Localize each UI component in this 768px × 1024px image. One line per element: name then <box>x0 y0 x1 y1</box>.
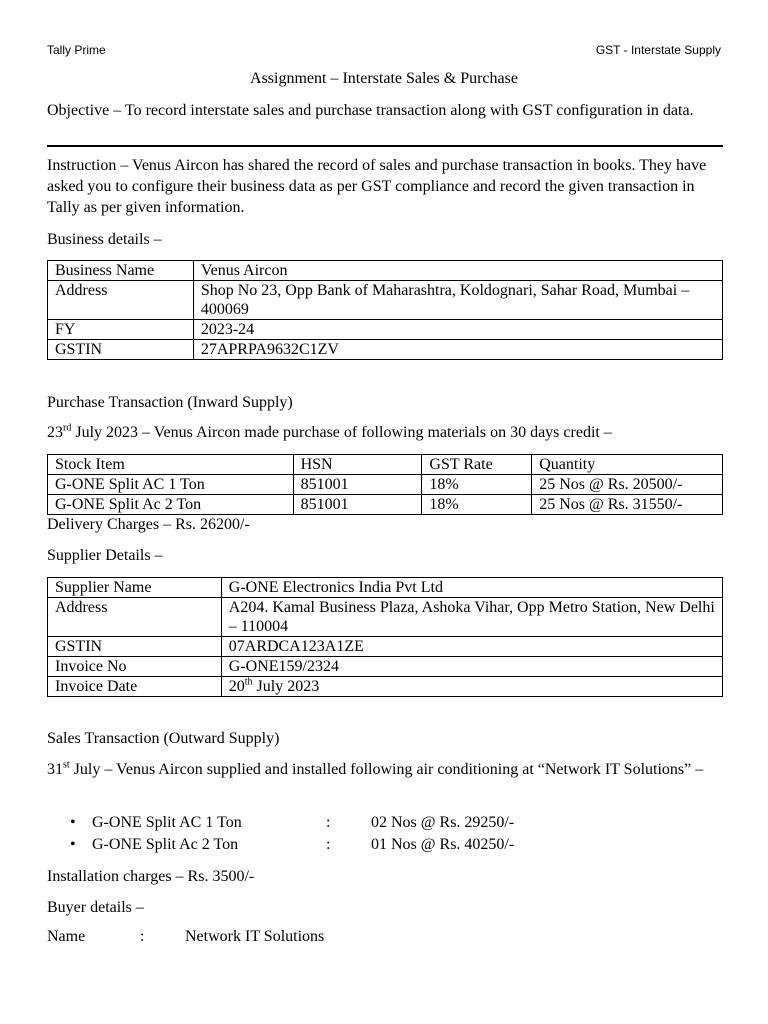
table-cell: 18% <box>422 495 532 515</box>
invoice-date-suffix: th <box>244 676 253 688</box>
sales-item-name: G-ONE Split Ac 2 Ton <box>92 836 239 853</box>
invoice-date-rest: July 2023 <box>252 678 320 695</box>
invoice-date-day: 20 <box>228 678 245 695</box>
table-cell: 18% <box>422 475 532 495</box>
instruction-text: Instruction – Venus Aircon has shared the record of sales and purchase transaction in books. They have asked you to configure their business data as per GST compliance and record the given transaction in Tally as per given information. <box>47 157 707 216</box>
column-header: GST Rate <box>422 455 532 475</box>
business-details-heading: Business details – <box>47 231 162 248</box>
sales-date-day: 31 <box>47 761 63 778</box>
table-row <box>48 320 723 340</box>
sales-item-colon: : <box>326 814 331 831</box>
purchase-line-rest: July 2023 – Venus Aircon made purchase of following materials on 30 days credit – <box>71 424 612 441</box>
purchase-date-day: 23 <box>47 424 63 441</box>
table-row <box>48 657 723 677</box>
sales-item-colon: : <box>326 836 331 853</box>
sales-item-qty: 01 Nos @ Rs. 40250/- <box>371 836 515 853</box>
installation-charges: Installation charges – Rs. 3500/- <box>47 868 255 885</box>
table-cell: Business Name <box>48 261 194 281</box>
purchase-heading: Purchase Transaction (Inward Supply) <box>47 394 293 411</box>
sales-item-qty: 02 Nos @ Rs. 29250/- <box>371 814 515 831</box>
table-cell: 851001 <box>293 495 422 515</box>
table-cell: A204. Kamal Business Plaza, Ashoka Vihar, Opp Metro Station, New Delhi – 110004 <box>221 598 722 637</box>
column-header: Quantity <box>532 455 723 475</box>
table-row <box>48 261 723 281</box>
purchase-date-suffix: rd <box>63 422 72 434</box>
table-cell: G-ONE Split Ac 2 Ton <box>48 495 294 515</box>
bullet-icon: • <box>70 814 76 831</box>
table-row <box>48 281 723 320</box>
table-cell: Venus Aircon <box>193 261 722 281</box>
bullet-icon: • <box>70 836 76 853</box>
table-cell: FY <box>48 320 194 340</box>
sales-line <box>47 759 723 780</box>
buyer-name-value: Network IT Solutions <box>185 928 325 945</box>
table-cell: 27APRPA9632C1ZV <box>193 340 722 360</box>
business-details-table <box>47 260 723 360</box>
header-right: GST - Interstate Supply <box>595 43 721 57</box>
document-title: Assignment – Interstate Sales & Purchase <box>250 70 518 87</box>
purchase-table <box>47 454 723 515</box>
buyer-name-label: Name <box>47 928 86 945</box>
supplier-table <box>47 577 723 697</box>
objective-text: Objective – To record interstate sales and purchase transaction along with GST configuration in data. <box>47 102 694 119</box>
table-cell: 25 Nos @ Rs. 31550/- <box>532 495 723 515</box>
table-cell: G-ONE Split AC 1 Ton <box>48 475 294 495</box>
header-left: Tally Prime <box>47 43 106 57</box>
table-cell: 2023-24 <box>193 320 722 340</box>
table-row <box>48 677 723 697</box>
divider-rule <box>47 145 723 147</box>
sales-line-rest: July – Venus Aircon supplied and installed following air conditioning at “Network IT Solutions” – <box>69 761 704 778</box>
sales-heading: Sales Transaction (Outward Supply) <box>47 730 280 747</box>
table-cell: 851001 <box>293 475 422 495</box>
column-header: HSN <box>293 455 422 475</box>
table-cell: G-ONE Electronics India Pvt Ltd <box>221 578 722 598</box>
table-cell: Address <box>48 281 194 320</box>
sales-date-suffix: st <box>63 759 70 771</box>
table-row <box>48 578 723 598</box>
table-row <box>48 598 723 637</box>
table-cell: Supplier Name <box>48 578 222 598</box>
table-cell: G-ONE159/2324 <box>221 657 722 677</box>
table-row <box>48 495 723 515</box>
table-cell: GSTIN <box>48 340 194 360</box>
column-header: Stock Item <box>48 455 294 475</box>
table-cell: Shop No 23, Opp Bank of Maharashtra, Koldognari, Sahar Road, Mumbai – 400069 <box>193 281 722 320</box>
table-row <box>48 340 723 360</box>
delivery-charges: Delivery Charges – Rs. 26200/- <box>47 516 250 533</box>
table-header-row <box>48 455 723 475</box>
table-cell: Invoice No <box>48 657 222 677</box>
table-cell: Address <box>48 598 222 637</box>
supplier-heading: Supplier Details – <box>47 547 163 564</box>
table-cell: 25 Nos @ Rs. 20500/- <box>532 475 723 495</box>
table-cell: 07ARDCA123A1ZE <box>221 637 722 657</box>
table-row <box>48 637 723 657</box>
buyer-heading: Buyer details – <box>47 899 144 916</box>
table-row <box>48 475 723 495</box>
table-cell: Invoice Date <box>48 677 222 697</box>
sales-item-name: G-ONE Split AC 1 Ton <box>92 814 242 831</box>
buyer-name-row <box>47 928 723 949</box>
table-cell: GSTIN <box>48 637 222 657</box>
purchase-line <box>47 422 723 443</box>
table-cell <box>221 677 722 697</box>
buyer-name-colon: : <box>140 928 145 945</box>
